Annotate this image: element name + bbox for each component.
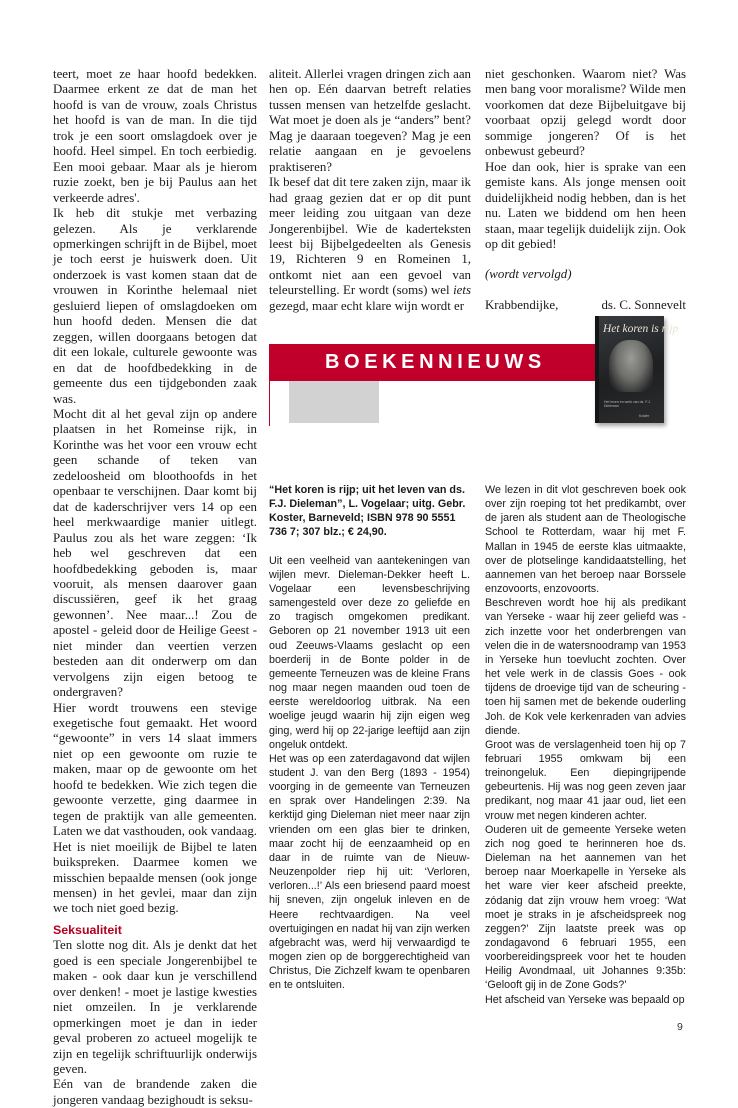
- paragraph: Uit een veelheid van aantekeningen van wijlen mevr. Dieleman-Dekker heeft L. Vogelaar een levensbeschrijving samengesteld over deze zo geliefde en zo tragisch omgekomen predikant. Geboren op 21 november 1913 uit een oud Zeeuws-Vlaams geslacht op een boerderij in de Bonte polder in de gemeente Terneuzen was de kleine Frans nog maar negen maanden oud toen de eerste wereldoorlog uitbrak. Na een woelige jeugd waarin hij zijn eigen weg ging, werd hij op 22-jarige leeftijd aan zijn ongeluk ontdekt.: [269, 554, 470, 751]
- article-column-1: [53, 67, 257, 1108]
- review-column-right: [485, 483, 686, 1007]
- paragraph: aliteit. Allerlei vragen dringen zich aan hen op. Eén daarvan betreft relaties tussen mensen van hetzelfde geslacht. Wat moet je doen als je “anders” bent? Mag je daaraan toegeven? Mag je een relatie aangaan en je gevoelens praktiseren?: [269, 67, 471, 174]
- book-cover-subtitle: Het leven en werk van ds. F.J. Dieleman: [604, 400, 651, 408]
- book-info: “Het koren is rijp; uit het leven van ds. F.J. Dieleman”, L. Vogelaar; uitg. Gebr. Koster, Barneveld; ISBN 978 90 5551 736 7; 307 blz.; € 24,90.: [269, 484, 466, 539]
- section-heading-seksualiteit: Seksualiteit: [53, 922, 122, 937]
- paragraph: Hoe dan ook, hier is sprake van een gemiste kans. Als jonge mensen ooit duidelijkheid nodig hebben, dan is het nu. Laten we biddend om hen heen staan, maar tegelijk duidelijk zijn. Ook op dit gebied!: [485, 159, 686, 251]
- portrait-photo: [609, 340, 653, 392]
- paragraph: Mocht dit al het geval zijn op andere plaatsen in het Romeinse rijk, in Korinthe was het voor een vrouw echt geen schande of teken van zedeloosheid om bloothoofds in het openbaar te verschijnen. Daar komt bij dat de kaderschrijver vers 14 op een heel merkwaardige manier uitlegt. Paulus zou als het ware zeggen: ‘Ik heb wel geschreven dat een hoofdbedekking geboden is, maar vooruit, als mensen daarover gaan discussiëren, geef ik het graag gewonnen’. Nee maar...! Zou de apostel - geleid door de Heilige Geest - niet minder dan veertien verzen besteden aan dit onderwerp om dan vervolgens zijn eigen betoog te ondergraven?: [53, 406, 257, 700]
- paragraph: Hier wordt trouwens een stevige exegetische fout gemaakt. Het woord “gewoonte” in vers 14 slaat immers niet op een gewoonte om ruzie te maken, maar op de gewoonte om het hoofd te bedekken. Wie zich tegen die gewoonte verzette, ging daarmee in tegen de praktijk van alle gemeenten. Laten we dat vasthouden, ook vandaag. Het is niet moeilijk de Bijbel te laten buikspreken. Daarmee komen we misschien bepaalde mensen (ook jonge mensen) in het gevlei, maar dan zijn we toch niet goed bezig.: [53, 700, 257, 916]
- paragraph: Beschreven wordt hoe hij als predikant van Yerseke - waar hij zeer geliefd was - zich inzette voor het onderbrengen van velen die in de watersnoodramp van 1953 in Yerseke hun toevlucht zochten. Over het vele werk in de classis Goes - ook tijdens de droevige tijd van de scheuring - toen hij samen met de bekende ouderling Joh. de Kok vele kerkenraden van advies diende.: [485, 597, 686, 737]
- paragraph: We lezen in dit vlot geschreven boek ook over zijn roeping tot het predikambt, over de jaren als student aan de Theologische School te Rotterdam, waar hij met F. Mallan in 1945 de eerste klas uitmaakte, over de plotselinge kandidaatstelling, het aannemen van het beroep naar Borssele enzovoorts, enzovoorts.: [485, 484, 686, 596]
- paragraph: Ik heb dit stukje met verbazing gelezen. Als je verklarende opmerkingen schrijft in de Bijbel, moet je toch eerst je huiswerk doen. Uit onderzoek is vast komen staan dat de vrouwen in Korinthe helemaal niet gesluierd liepen of omslagdoeken om hun hoofd deden. Mensen die dat zeggen, willen doorgaans betogen dat dit een lokale, culturele gewoonte was en dat de hoofdbedekking in de gemeente dus een tijdgebonden zaak was.: [53, 206, 257, 406]
- signature-place: Krabbendijke,: [485, 297, 559, 312]
- paragraph: Eén van de brandende zaken die jongeren vandaag bezighoudt is seksu-: [53, 1077, 257, 1107]
- paragraph: Groot was de verslagenheid toen hij op 7 februari 1955 omkwam bij een treinongeluk. Een diepingrijpende gebeurtenis. Hij was nog geen zeven jaar predikant, nog maar 41 jaar oud, liet een vrouw met negen kinderen achter.: [485, 738, 686, 822]
- paragraph: Ten slotte nog dit. Als je denkt dat het goed is een speciale Jongerenbijbel te maken - ook daar kun je verschillend over denken! - moet je lastige kwesties niet omzeilen. In je verklarende opmerkingen moet je dan in ieder geval proberen zo actueel mogelijk te zijn en tegelijk schriftuurlijk onderwijs geven.: [53, 938, 257, 1076]
- article-column-2: [269, 67, 471, 314]
- signature-name: ds. C. Sonnevelt: [601, 297, 686, 312]
- page-number: 9: [677, 1021, 683, 1033]
- book-cover-image: [595, 316, 679, 423]
- paragraph: niet geschonken. Waarom niet? Was men bang voor moralisme? Wilde men voorkomen dat deze Bijbeluitgave bij voorbaat opzij gelegd wordt door sommige jongeren? Of is het onbewust gebeurd?: [485, 67, 686, 159]
- paragraph: Het was op een zaterdagavond dat wijlen student J. van den Berg (1893 - 1954) voorging in de gemeente van Terneuzen en sprak over Handelingen 2:39. Na kerktijd ging Dieleman niet meer naar zijn vrienden om een glas bier te drinken, maar zocht hij de eenzaamheid op en daar in de ruimte van de Nieuw-Neuzenpolder riep hij uit: ‘Verloren, verloren...!’ Als een briesend paard moest hij sneven, zijn ongeluk inleven en de Heere rechtvaardigen. Na veel overtuigingen en nadat hij van zijn werken afgebracht was, werd hij verwaardigd te mogen zien op de borggerechtigheid van Christus, Die Zichzelf kwam te openbaren en te ontsluiten.: [269, 752, 470, 992]
- book-cover-publisher: Koster: [639, 414, 650, 418]
- review-column-left: [269, 483, 470, 992]
- book-cover-title: Het koren is rijp: [603, 323, 679, 335]
- emphasis: iets: [453, 283, 471, 298]
- book-spine: [595, 316, 599, 423]
- paragraph: teert, moet ze haar hoofd bedekken. Daarmee erkent ze dat de man het hoofd is van de vrouw, zoals Christus het hoofd is van de man. In die tijd trok je een soort omslagdoek over je hoofd. Heel simpel. En toch eerbiedig. Een mooi gebaar. Maar als je hierom ruzie zoekt, ben je bij Paulus aan het verkeerde adres'.: [53, 67, 257, 205]
- banner-red-line: [269, 344, 270, 426]
- paragraph: Het afscheid van Yerseke was bepaald op: [485, 993, 685, 1006]
- continued-note: (wordt vervolgd): [485, 267, 572, 282]
- signature: [485, 298, 686, 313]
- paragraph: Ouderen uit de gemeente Yerseke weten zich nog goed te herinneren hoe ds. Dieleman na het aannemen van het beroep naar Moerkapelle in Yerseke als het ware vier keer afscheid preekte, zódanig dat zijn vrouw hem vroeg: ‘Wat moet je straks in je afscheidspreek nog zeggen?’ Zijn laatste preek was op zondagavond 6 februari 1955, een voorbereidingspreek voor het te houden Heilig Avondmaal, uit Johannes 9:35b: ‘Gelooft gij in de Zone Gods?’: [485, 823, 686, 992]
- section-title-boekennieuws: BOEKENNIEUWS: [325, 351, 546, 373]
- article-column-3: [485, 67, 686, 313]
- paragraph: Ik besef dat dit tere zaken zijn, maar ik had graag gezien dat er op dit punt meer leiding zou uitgaan van deze Jongerenbijbel. Wie de kaderteksten leest bij Bijbelgedeelten als Genesis 19, Richteren 9 en Romeinen 1, ontkomt niet aan een gevoel van teleurstelling. Er wordt (soms) wel iets gezegd, maar echt klare wijn wordt er: [269, 175, 471, 313]
